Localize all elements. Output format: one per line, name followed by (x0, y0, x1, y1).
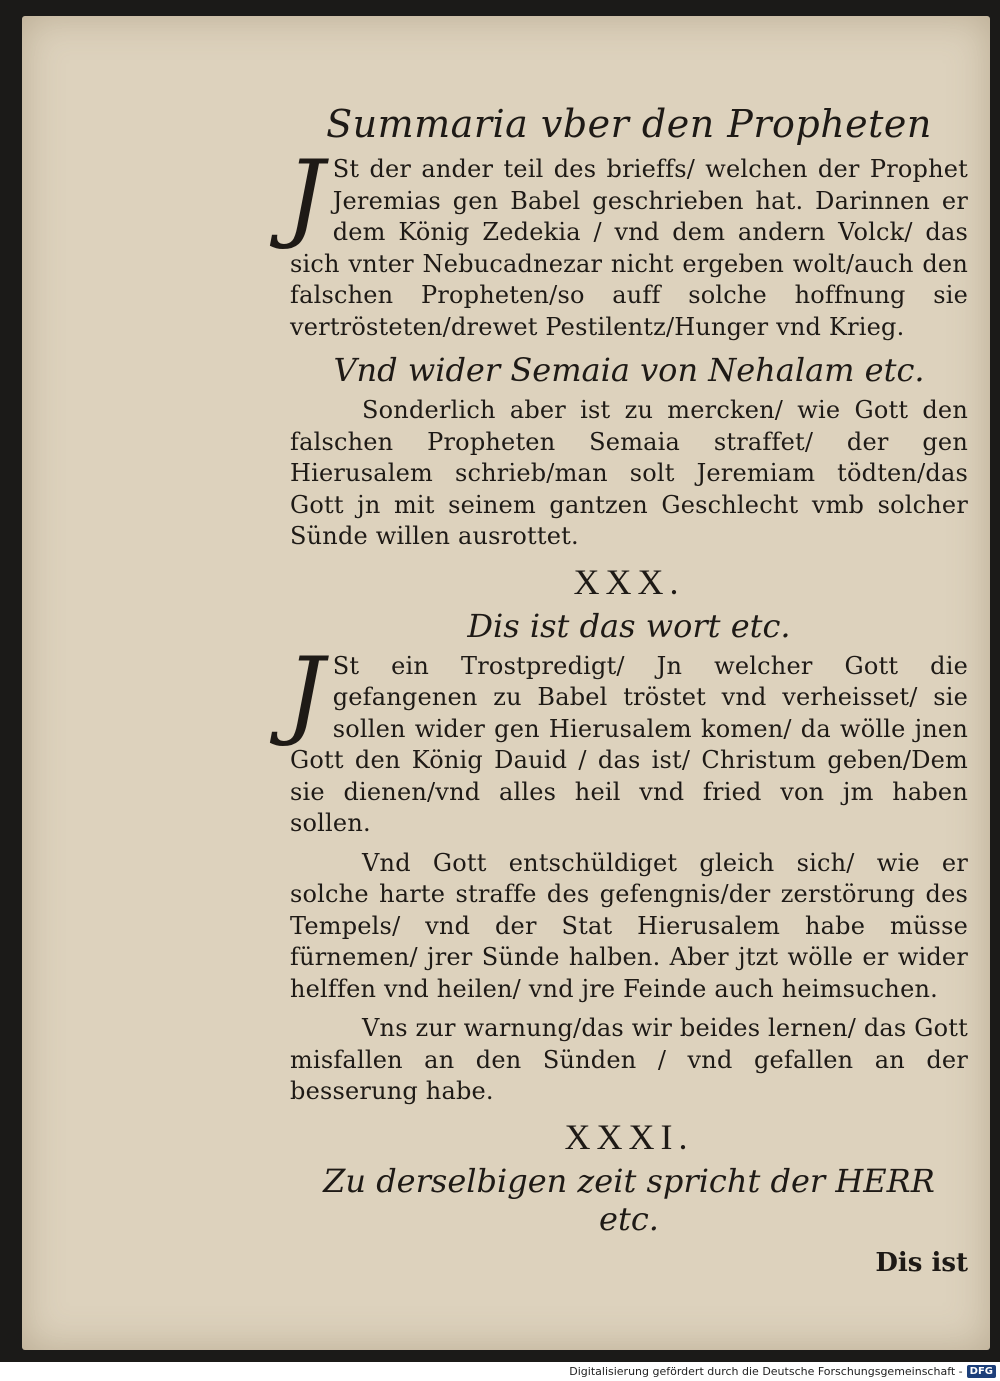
drop-initial-1: J (286, 140, 325, 252)
paragraph-2: Sonderlich aber ist zu mercken/ wie Gott den falschen Propheten Semaia straffet/ der gen Hierusalem schrieb/man solt Jeremiam tödten/das Gott jn mit seinem gantzen Geschlecht vmb solcher Sünde willen ausrottet. (290, 396, 968, 550)
running-head: Summaria vber den Propheten (326, 102, 932, 146)
book-page (22, 16, 990, 1350)
paragraph-3-text: St ein Trostpredigt/ Jn welcher Gott die gefangenen zu Babel tröstet vnd verheisset/ sie sollen wider gen Hierusalem komen/ da wölle jnen Gott den König Dauid / das ist/ Christum geben/Dem sie dienen/vnd alles heil vnd fried von jm haben sollen. (290, 651, 968, 837)
section-heading-3: Zu derselbigen zeit spricht der HERR etc. (323, 1161, 935, 1238)
paragraph-1-text: St der ander teil des brieffs/ welchen der Prophet Jeremias gen Babel geschrieben hat. Darinnen er dem König Zedekia / vnd dem andern Volck/ das sich vnter Nebucadnezar nicht ergeben wolt/auch den falschen Propheten/so auff solche hoffnung sie vertrösteten/drewet Pestilentz/Hunger vnd Krieg. (290, 155, 968, 341)
paragraph-4: Vnd Gott entschüldiget gleich sich/ wie er solche harte straffe des gefengnis/der zerstörung des Tempels/ vnd der Stat Hierusalem habe müsse fürnemen/ jrer Sünde halben. Aber jtzt wölle er wider helffen vnd heilen/ vnd jre Feinde auch heimsuchen. (290, 848, 968, 1003)
footer-credit-text: Digitalisierung gefördert durch die Deutsche Forschungsgemeinschaft - (569, 1365, 963, 1378)
paragraph-1 (286, 140, 968, 343)
drop-initial-2: J (286, 636, 325, 749)
text-block (286, 102, 968, 1278)
footer-credit-bar (0, 1362, 1000, 1381)
chapter-number-31: XXXI. (564, 1116, 694, 1157)
dfg-logo: DFG (967, 1365, 996, 1378)
paragraph-3 (286, 636, 968, 840)
catchword: Dis ist (875, 1247, 968, 1278)
section-heading-1: Vnd wider Semaia von Nehalam etc. (333, 351, 925, 389)
paragraph-5: Vns zur warnung/das wir beides lernen/ das Gott misfallen an den Sünden / vnd gefallen an der besserung habe. (290, 1014, 968, 1105)
section-heading-2: Dis ist das wort etc. (467, 606, 791, 645)
chapter-number-30: XXX. (573, 561, 685, 602)
